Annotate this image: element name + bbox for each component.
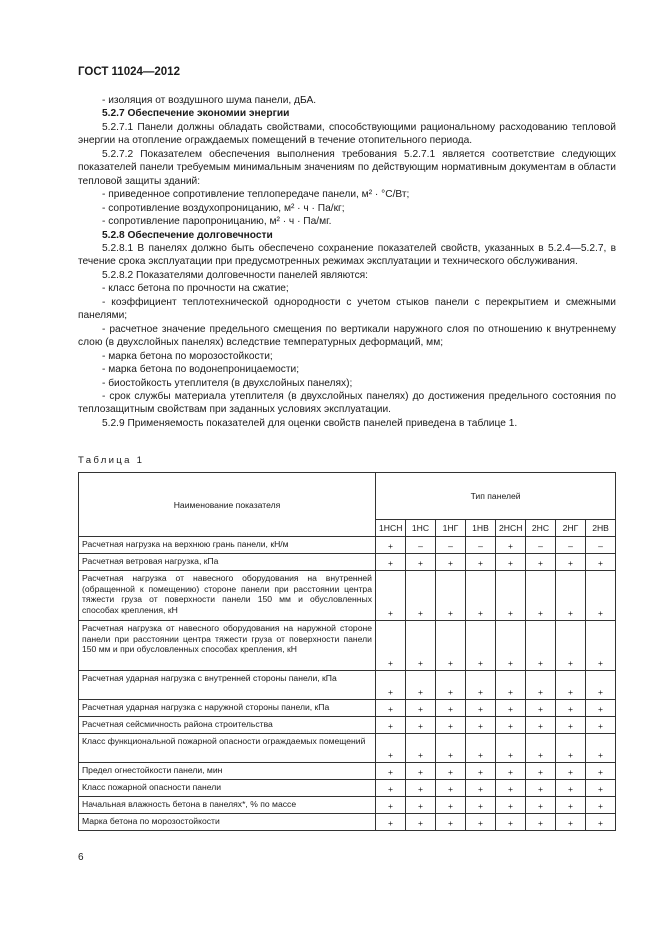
panel-type-column-header: 2НВ [586, 520, 616, 537]
applicability-cell: + [466, 700, 496, 717]
table-row [79, 671, 616, 700]
panel-type-column-header: 1НС [406, 520, 436, 537]
applicability-cell: + [376, 717, 406, 734]
applicability-cell: + [556, 717, 586, 734]
applicability-cell: + [466, 671, 496, 700]
paragraph: 5.2.8.1 В панелях должно быть обеспечено сохранение показателей свойств, указанных в 5.2.4—5.2.7, в течение срока эксплуатации при предусмотренных режимах эксплуатации и технического обслуживания. [78, 242, 616, 268]
applicability-cell: + [436, 797, 466, 814]
applicability-cell: + [496, 571, 526, 621]
indicator-name-cell: Расчетная нагрузка от навесного оборудования на внутренней (обращенной к помещению) стороне панели при расстоянии центра тяжести груза от поверхности панели 150 мм и обусловленных способах крепления, кН [79, 571, 376, 621]
applicability-cell: + [436, 700, 466, 717]
paragraph: - приведенное сопротивление теплопередаче панели, м² · °С/Вт; [102, 189, 410, 201]
applicability-cell: + [436, 814, 466, 831]
indicator-name-cell: Марка бетона по морозостойкости [79, 814, 376, 831]
applicability-cell: + [376, 700, 406, 717]
applicability-cell: + [526, 571, 556, 621]
panel-type-column-header: 2НСН [496, 520, 526, 537]
paragraph: - коэффициент теплотехнической однородности с учетом стыков панели с перекрытием и смежными панелями; [78, 296, 616, 322]
applicability-cell: + [586, 814, 616, 831]
applicability-cell: + [406, 621, 436, 671]
applicability-cell: + [496, 671, 526, 700]
applicability-cell: + [496, 763, 526, 780]
applicability-cell: + [496, 814, 526, 831]
table-row [79, 780, 616, 797]
properties-table [78, 472, 616, 831]
indicator-name-cell: Класс пожарной опасности панели [79, 780, 376, 797]
applicability-cell: + [436, 571, 466, 621]
applicability-cell: – [586, 537, 616, 554]
page-number: 6 [78, 852, 84, 863]
applicability-cell: + [376, 571, 406, 621]
applicability-cell: + [586, 671, 616, 700]
applicability-cell: + [466, 797, 496, 814]
applicability-cell: + [466, 763, 496, 780]
applicability-cell: + [496, 717, 526, 734]
applicability-cell: + [526, 734, 556, 763]
applicability-cell: + [436, 734, 466, 763]
paragraph: 5.2.7.2 Показателем обеспечения выполнения требования 5.2.7.1 является соответствие следующих показателей панели требуемым минимальным значениям по действующим нормативным документам в области тепловой защиты зданий: [78, 148, 616, 187]
applicability-cell: + [526, 814, 556, 831]
applicability-cell: + [376, 814, 406, 831]
name-column-header: Наименование показателя [79, 473, 376, 537]
applicability-cell: + [436, 671, 466, 700]
body-text [78, 94, 616, 430]
applicability-cell: + [466, 621, 496, 671]
paragraph: - марка бетона по морозостойкости; [102, 350, 273, 362]
applicability-cell: + [376, 797, 406, 814]
paragraph: 5.2.9 Применяемость показателей для оценки свойств панелей приведена в таблице 1. [102, 417, 518, 429]
applicability-cell: + [466, 571, 496, 621]
paragraph: 5.2.8.2 Показателями долговечности панелей являются: [102, 269, 369, 281]
paragraph: 5.2.7.1 Панели должны обладать свойствами, способствующими рациональному расходованию тепловой энергии на отопление ограждаемых помещений в течение отопительного периода. [78, 121, 616, 147]
paragraph: - сопротивление паропроницанию, м² · ч · Па/мг. [102, 216, 332, 228]
applicability-cell: + [436, 621, 466, 671]
applicability-cell: + [526, 671, 556, 700]
paragraph: - биостойкость утеплителя (в двухслойных панелях); [102, 377, 353, 389]
applicability-cell: + [496, 780, 526, 797]
applicability-cell: + [586, 621, 616, 671]
applicability-cell: + [406, 554, 436, 571]
applicability-cell: + [376, 763, 406, 780]
applicability-cell: + [406, 700, 436, 717]
table-row [79, 734, 616, 763]
applicability-cell: + [406, 671, 436, 700]
panel-type-header: Тип панелей [376, 473, 616, 520]
applicability-cell: + [526, 621, 556, 671]
applicability-cell: + [466, 717, 496, 734]
table-row [79, 814, 616, 831]
applicability-cell: + [436, 780, 466, 797]
indicator-name-cell: Предел огнестойкости панели, мин [79, 763, 376, 780]
applicability-cell: + [526, 717, 556, 734]
applicability-cell: + [556, 734, 586, 763]
applicability-cell: + [526, 780, 556, 797]
applicability-cell: + [556, 780, 586, 797]
applicability-cell: + [466, 780, 496, 797]
applicability-cell: + [496, 621, 526, 671]
applicability-cell: + [556, 621, 586, 671]
indicator-name-cell: Расчетная сейсмичность района строительства [79, 717, 376, 734]
document-header: ГОСТ 11024—2012 [78, 66, 180, 78]
applicability-cell: + [406, 734, 436, 763]
applicability-cell: + [586, 763, 616, 780]
applicability-cell: + [556, 571, 586, 621]
applicability-cell: + [496, 537, 526, 554]
applicability-cell: + [526, 554, 556, 571]
applicability-cell: + [436, 717, 466, 734]
applicability-cell: + [466, 814, 496, 831]
applicability-cell: + [586, 717, 616, 734]
applicability-cell: – [526, 537, 556, 554]
applicability-cell: + [436, 554, 466, 571]
applicability-cell: + [496, 554, 526, 571]
paragraph: - класс бетона по прочности на сжатие; [102, 283, 289, 295]
table-caption: Таблица 1 [78, 455, 145, 466]
panel-type-column-header: 1НГ [436, 520, 466, 537]
applicability-cell: + [406, 814, 436, 831]
paragraph: - сопротивление воздухопроницанию, м² · ч · Па/кг; [102, 202, 345, 214]
section-heading: 5.2.8 Обеспечение долговечности [102, 229, 273, 241]
applicability-cell: + [406, 763, 436, 780]
applicability-cell: – [436, 537, 466, 554]
table-row [79, 797, 616, 814]
applicability-cell: + [556, 671, 586, 700]
paragraph: - марка бетона по водонепроницаемости; [102, 364, 300, 376]
applicability-cell: + [586, 554, 616, 571]
applicability-cell: + [466, 734, 496, 763]
applicability-cell: + [556, 700, 586, 717]
indicator-name-cell: Расчетная ударная нагрузка с внутренней стороны панели, кПа [79, 671, 376, 700]
applicability-cell: – [466, 537, 496, 554]
applicability-cell: + [586, 797, 616, 814]
applicability-cell: + [586, 780, 616, 797]
applicability-cell: + [376, 780, 406, 797]
panel-type-column-header: 1НВ [466, 520, 496, 537]
table-row [79, 621, 616, 671]
applicability-cell: + [376, 671, 406, 700]
applicability-cell: + [466, 554, 496, 571]
applicability-cell: – [406, 537, 436, 554]
panel-type-column-header: 2НГ [556, 520, 586, 537]
applicability-cell: – [556, 537, 586, 554]
applicability-cell: + [376, 537, 406, 554]
panel-type-column-header: 2НС [526, 520, 556, 537]
applicability-cell: + [376, 554, 406, 571]
table-row [79, 763, 616, 780]
indicator-name-cell: Начальная влажность бетона в панелях*, % по массе [79, 797, 376, 814]
applicability-cell: + [496, 734, 526, 763]
applicability-cell: + [526, 797, 556, 814]
applicability-cell: + [586, 734, 616, 763]
table-row [79, 554, 616, 571]
table-row [79, 537, 616, 554]
applicability-cell: + [586, 700, 616, 717]
indicator-name-cell: Расчетная нагрузка на верхнюю грань панели, кН/м [79, 537, 376, 554]
applicability-cell: + [556, 814, 586, 831]
applicability-cell: + [556, 554, 586, 571]
table-row [79, 700, 616, 717]
indicator-name-cell: Расчетная ветровая нагрузка, кПа [79, 554, 376, 571]
indicator-name-cell: Расчетная ударная нагрузка с наружной стороны панели, кПа [79, 700, 376, 717]
paragraph: - расчетное значение предельного смещения по вертикали наружного слоя по отношению к внутреннему слою (в двухслойных панелях) вследствие температурных деформаций, мм; [78, 323, 616, 349]
panel-type-column-header: 1НСН [376, 520, 406, 537]
applicability-cell: + [436, 763, 466, 780]
table-row [79, 717, 616, 734]
applicability-cell: + [526, 700, 556, 717]
section-heading: 5.2.7 Обеспечение экономии энергии [102, 108, 290, 120]
indicator-name-cell: Класс функциональной пожарной опасности ограждаемых помещений [79, 734, 376, 763]
applicability-cell: + [406, 780, 436, 797]
applicability-cell: + [406, 797, 436, 814]
table-row [79, 571, 616, 621]
applicability-cell: + [406, 571, 436, 621]
applicability-cell: + [406, 717, 436, 734]
applicability-cell: + [376, 734, 406, 763]
applicability-cell: + [496, 797, 526, 814]
paragraph: - изоляция от воздушного шума панели, дБА. [102, 95, 317, 106]
applicability-cell: + [586, 571, 616, 621]
applicability-cell: + [376, 621, 406, 671]
applicability-cell: + [526, 763, 556, 780]
applicability-cell: + [496, 700, 526, 717]
applicability-cell: + [556, 763, 586, 780]
indicator-name-cell: Расчетная нагрузка от навесного оборудования на наружной стороне панели при расстоянии центра тяжести груза от поверхности панели 150 мм и при обусловленных способах крепления, кН [79, 621, 376, 671]
applicability-cell: + [556, 797, 586, 814]
paragraph: - срок службы материала утеплителя (в двухслойных панелях) до достижения предельного состояния по теплозащитным свойствам при заданных условиях эксплуатации. [78, 390, 616, 416]
